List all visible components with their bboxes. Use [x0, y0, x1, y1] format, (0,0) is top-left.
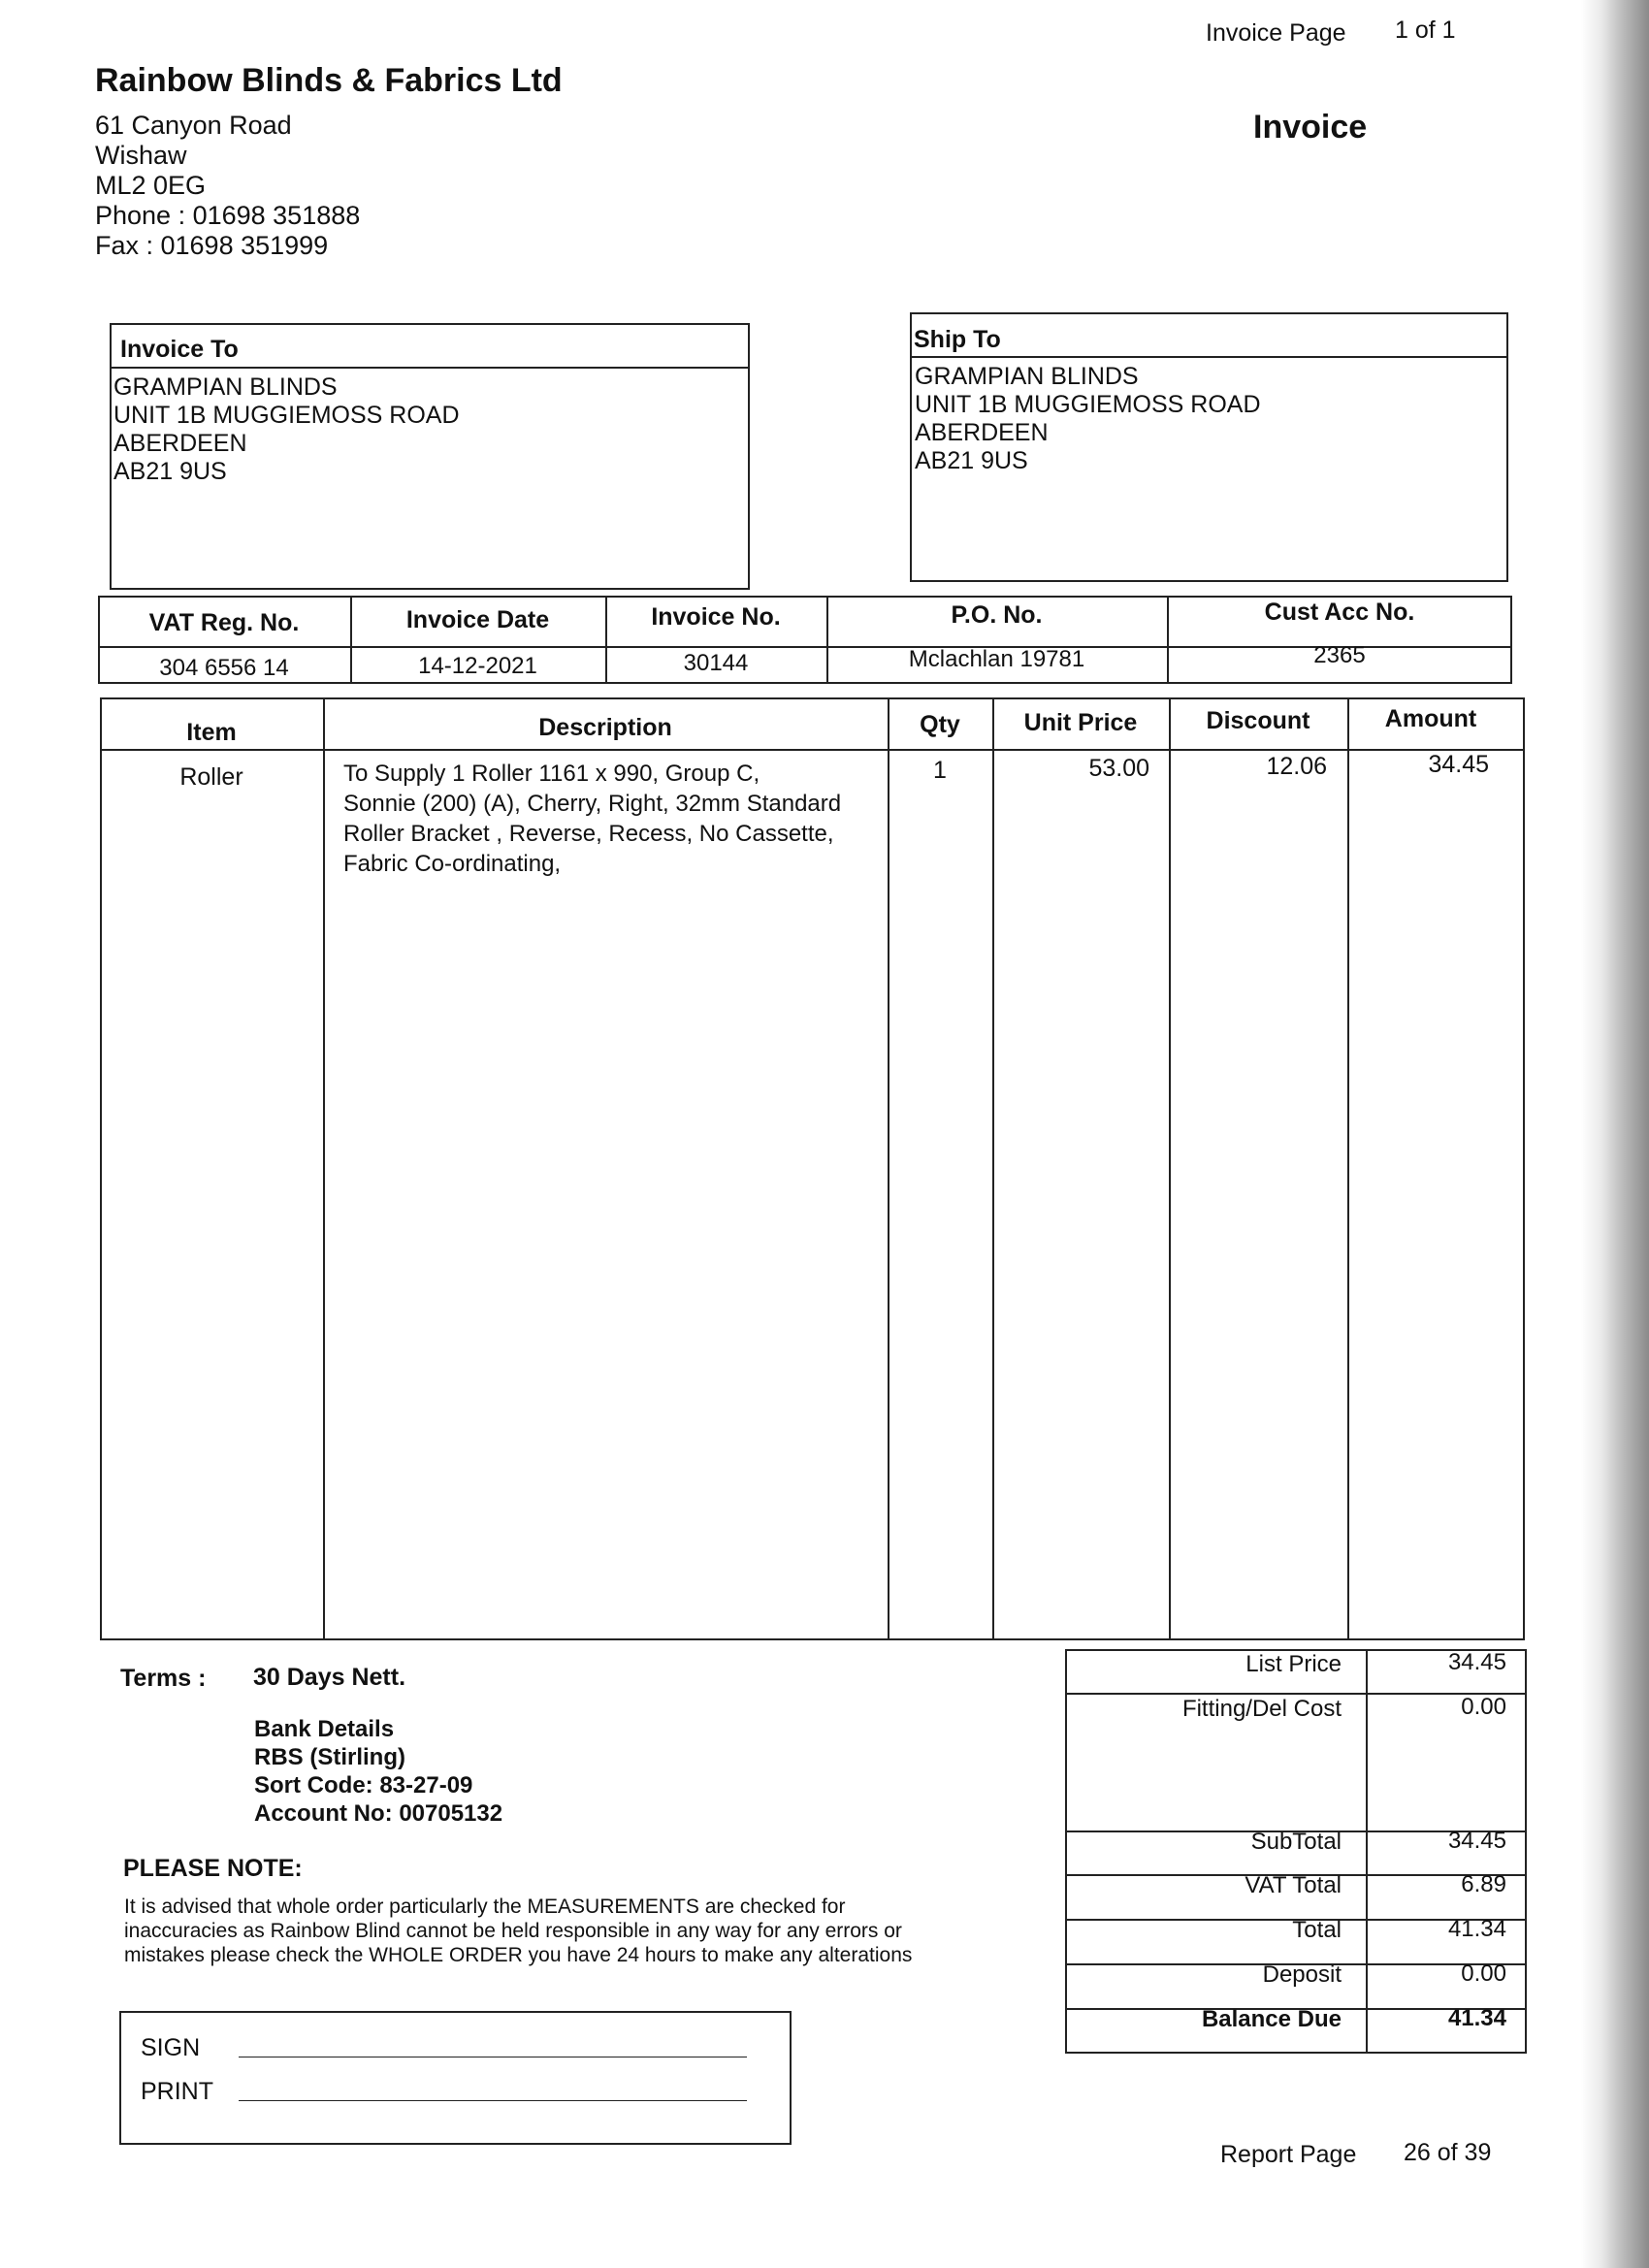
invoice-to-line: AB21 9US [113, 458, 227, 485]
row-item: Roller [179, 763, 243, 791]
row-qty: 1 [933, 757, 947, 784]
company-address [95, 111, 360, 261]
subtotal-label: SubTotal [1250, 1829, 1342, 1855]
company-phone: Phone : 01698 351888 [95, 201, 361, 230]
sign-label: SIGN [141, 2034, 201, 2061]
col-header-qty: Qty [920, 711, 960, 738]
company-name: Rainbow Blinds & Fabrics Ltd [95, 62, 563, 99]
meta-cust-acc-value: 2365 [1313, 642, 1366, 668]
divider [100, 749, 1525, 751]
col-header-description: Description [538, 714, 672, 741]
invoice-to-line: ABERDEEN [113, 430, 247, 457]
meta-header-date: Invoice Date [405, 606, 550, 633]
col-header-unit-price: Unit Price [1023, 709, 1138, 736]
invoice-to-address [113, 373, 460, 486]
invoice-to-line: GRAMPIAN BLINDS [113, 373, 338, 401]
invoice-page-label: Invoice Page [1206, 19, 1346, 47]
divider [910, 356, 1508, 358]
vat-total-label: VAT Total [1245, 1872, 1342, 1898]
bank-details [254, 1715, 502, 1828]
meta-header-cust-acc: Cust Acc No. [1264, 599, 1415, 626]
divider [110, 367, 750, 369]
report-page-label: Report Page [1220, 2141, 1357, 2168]
divider [1169, 697, 1171, 1640]
meta-header-vat: VAT Reg. No. [148, 609, 300, 636]
meta-vat-value: 304 6556 14 [159, 655, 289, 681]
company-address-line: 61 Canyon Road [95, 111, 292, 140]
divider [1347, 697, 1349, 1640]
company-address-line: Wishaw [95, 141, 187, 170]
row-amount: 34.45 [1428, 751, 1489, 778]
ship-to-line: AB21 9US [915, 447, 1028, 474]
deposit-label: Deposit [1262, 1961, 1342, 1988]
note-line: inaccuracies as Rainbow Blind cannot be held responsible in any way for any errors or [124, 1920, 902, 1942]
meta-date-value: 14-12-2021 [418, 653, 537, 679]
meta-header-invoice-no: Invoice No. [651, 603, 781, 631]
col-header-discount: Discount [1206, 707, 1310, 734]
invoice-to-line: UNIT 1B MUGGIEMOSS ROAD [113, 402, 460, 429]
divider [888, 697, 889, 1640]
row-discount: 12.06 [1266, 753, 1327, 780]
row-description-line: Roller Bracket , Reverse, Recess, No Cassette, [343, 821, 834, 847]
invoice-page-value: 1 of 1 [1395, 16, 1456, 44]
report-page-value: 26 of 39 [1404, 2139, 1492, 2166]
terms-label: Terms : [120, 1665, 207, 1692]
print-field[interactable] [239, 2100, 747, 2101]
balance-due-label: Balance Due [1201, 2006, 1342, 2032]
divider [992, 697, 994, 1640]
bank-line: Bank Details [254, 1716, 395, 1742]
divider [323, 697, 325, 1640]
list-price-label: List Price [1245, 1651, 1342, 1677]
sign-box [119, 2011, 792, 2145]
bank-line: Sort Code: 83-27-09 [254, 1772, 473, 1798]
row-unit-price: 53.00 [1088, 755, 1149, 782]
total-value: 41.34 [1447, 1916, 1506, 1942]
company-fax: Fax : 01698 351999 [95, 231, 329, 260]
invoice-to-heading: Invoice To [120, 336, 239, 363]
note-line: It is advised that whole order particularly the MEASUREMENTS are checked for [124, 1895, 846, 1918]
row-description-line: Sonnie (200) (A), Cherry, Right, 32mm Standard [343, 791, 842, 817]
note-line: mistakes please check the WHOLE ORDER you have 24 hours to make any alterations [124, 1944, 913, 1966]
bank-line: Account No: 00705132 [254, 1800, 503, 1827]
vat-total-value: 6.89 [1461, 1871, 1506, 1897]
deposit-value: 0.00 [1461, 1960, 1506, 1987]
total-label: Total [1292, 1917, 1342, 1943]
row-description-line: To Supply 1 Roller 1161 x 990, Group C, [343, 761, 760, 787]
document-title: Invoice [1253, 109, 1368, 146]
meta-invoice-no-value: 30144 [683, 650, 749, 676]
col-header-amount: Amount [1384, 705, 1477, 732]
list-price-value: 34.45 [1447, 1649, 1506, 1675]
meta-po-value: Mclachlan 19781 [908, 646, 1085, 672]
terms-value: 30 Days Nett. [253, 1664, 406, 1691]
please-note-text [124, 1895, 912, 1967]
please-note-heading: PLEASE NOTE: [123, 1855, 303, 1882]
row-description-line: Fabric Co-ordinating, [343, 851, 562, 877]
ship-to-heading: Ship To [914, 326, 1001, 353]
ship-to-address [915, 363, 1261, 475]
subtotal-value: 34.45 [1447, 1828, 1506, 1854]
bank-line: RBS (Stirling) [254, 1744, 405, 1770]
company-address-line: ML2 0EG [95, 171, 207, 200]
scan-edge-shadow [1581, 0, 1649, 2268]
meta-header-po: P.O. No. [951, 601, 1043, 629]
fitting-value: 0.00 [1461, 1694, 1506, 1720]
fitting-label: Fitting/Del Cost [1181, 1696, 1342, 1722]
ship-to-line: GRAMPIAN BLINDS [915, 363, 1139, 390]
ship-to-line: ABERDEEN [915, 419, 1049, 446]
ship-to-line: UNIT 1B MUGGIEMOSS ROAD [915, 391, 1261, 418]
row-description [343, 759, 841, 879]
col-header-item: Item [186, 719, 237, 746]
balance-due-value: 41.34 [1447, 2005, 1506, 2031]
print-label: PRINT [141, 2078, 213, 2105]
